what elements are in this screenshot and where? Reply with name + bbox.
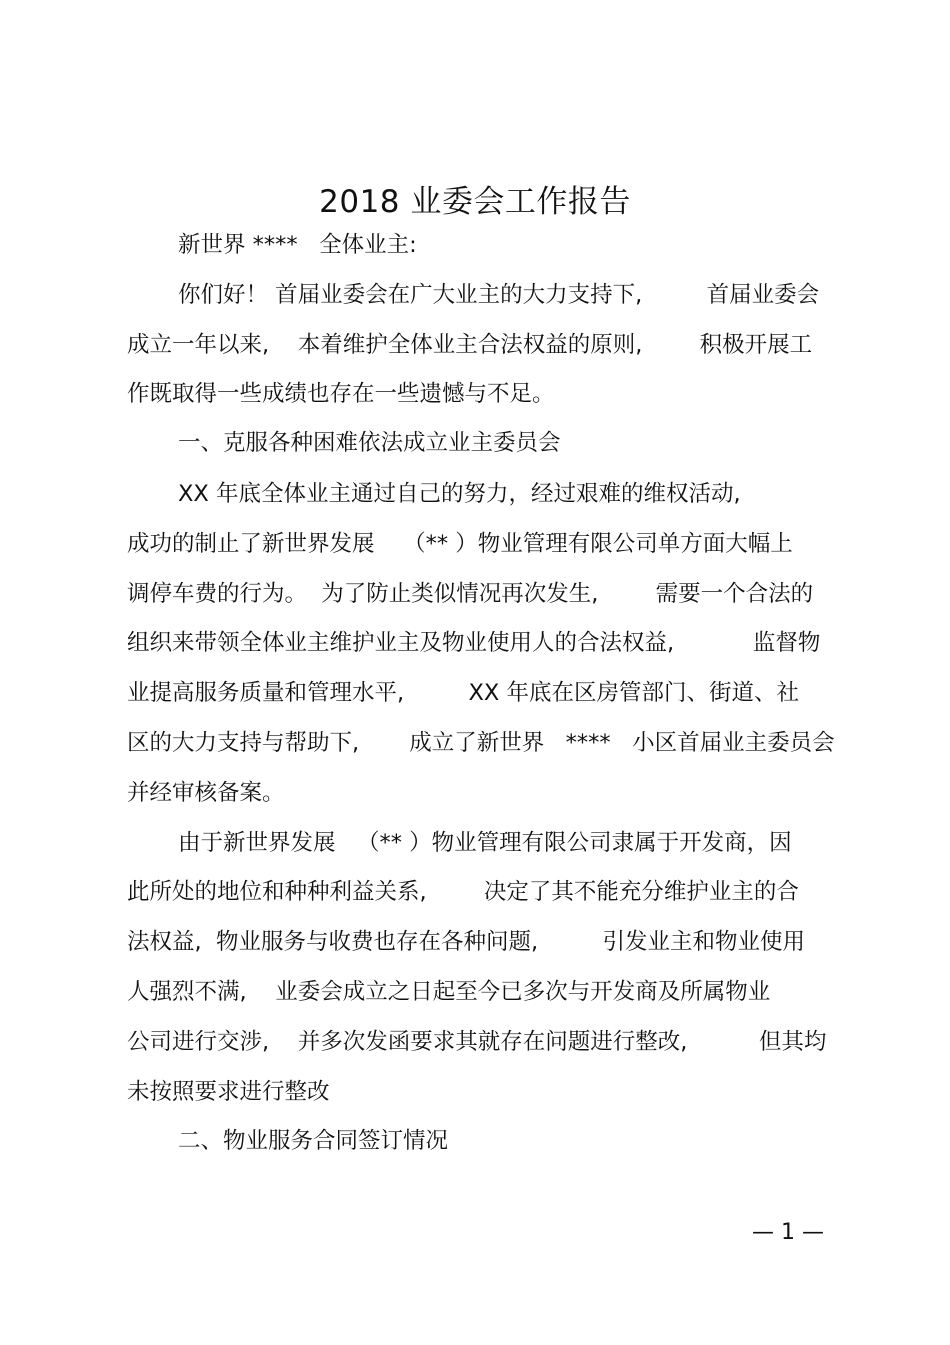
- paragraph-line: 成立一年以来, 本着维护全体业主合法权益的原则, 积极开展工: [127, 332, 813, 358]
- paragraph-line: 人强烈不满, 业委会成立之日起至今已多次与开发商及所属物业: [127, 979, 771, 1005]
- paragraph-line: 作既取得一些成绩也存在一些遗憾与不足。: [127, 381, 555, 407]
- paragraph-line: 此所处的地位和种种利益关系, 决定了其不能充分维护业主的合: [127, 879, 799, 905]
- paragraph-line: XX 年底全体业主通过自己的努力，经过艰难的维权活动,: [178, 481, 741, 507]
- section-heading: 一、克服各种困难依法成立业主委员会: [178, 430, 561, 456]
- paragraph-line: 业提高服务质量和管理水平, XX 年底在区房管部门、街道、社: [127, 680, 800, 706]
- paragraph-line: 由于新世界发展 （** ）物业管理有限公司隶属于开发商，因: [178, 830, 792, 856]
- paragraph-line: 成功的制止了新世界发展 （** ）物业管理有限公司单方面大幅上: [127, 531, 793, 557]
- salutation: 新世界 **** 全体业主:: [178, 232, 417, 258]
- paragraph-line: 并经审核备案。: [127, 780, 285, 806]
- page-number: — 1 —: [752, 1220, 824, 1245]
- paragraph-line: 法权益, 物业服务与收费也存在各种问题, 引发业主和物业使用: [127, 929, 805, 955]
- section-heading: 二、物业服务合同签订情况: [178, 1128, 449, 1154]
- paragraph-line: 组织来带领全体业主维护业主及物业使用人的合法权益, 监督物: [127, 630, 821, 656]
- paragraph-line: 区的大力支持与帮助下, 成立了新世界 **** 小区首届业主委员会: [127, 730, 835, 756]
- paragraph-line: 公司进行交涉, 并多次发函要求其就存在问题进行整改, 但其均: [127, 1029, 827, 1055]
- paragraph-line: 未按照要求进行整改: [127, 1079, 330, 1105]
- paragraph-line: 调停车费的行为。 为了防止类似情况再次发生, 需要一个合法的: [127, 581, 814, 607]
- document-title: 2018 业委会工作报告: [319, 184, 631, 220]
- paragraph-line: 你们好！ 首届业委会在广大业主的大力支持下, 首届业委会: [178, 282, 820, 308]
